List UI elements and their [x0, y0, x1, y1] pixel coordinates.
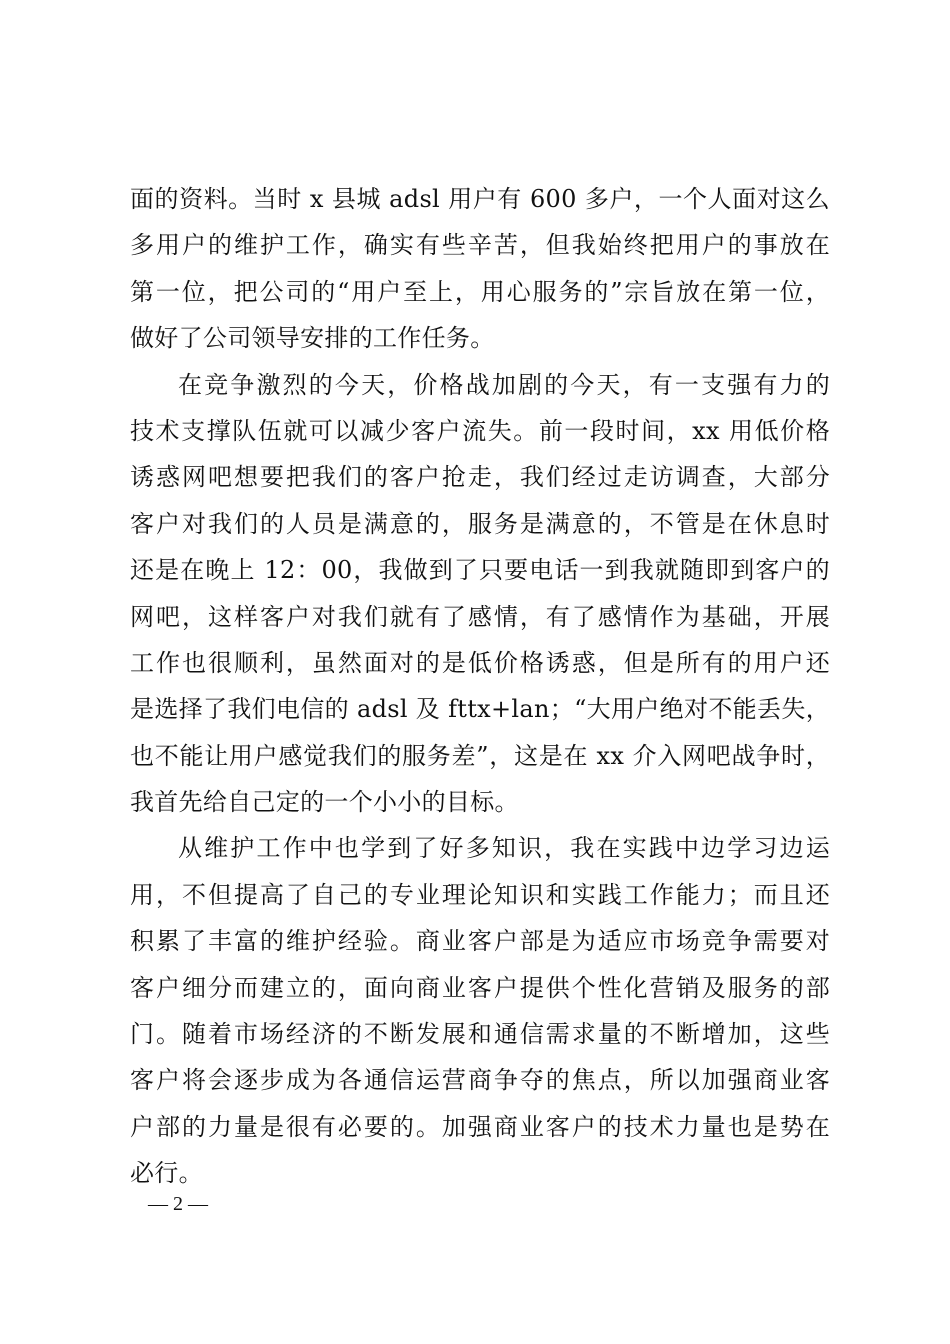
body-text: [130, 176, 830, 1197]
text-line: 客户将会逐步成为各通信运营商争夺的焦点，所以加强商业客: [130, 1066, 830, 1095]
text-line: 诱惑网吧想要把我们的客户抢走，我们经过走访调查，大部分: [130, 463, 830, 492]
text-line: 技术支撑队伍就可以减少客户流失。前一段时间，xx 用低价格: [130, 416, 830, 445]
text-line: 做好了公司领导安排的工作任务。: [130, 324, 495, 353]
text-line: 客户对我们的人员是满意的，服务是满意的，不管是在休息时: [130, 509, 830, 538]
text-line: 门。随着市场经济的不断发展和通信需求量的不断增加，这些: [130, 1020, 830, 1049]
text-line: 还是在晚上 12：00，我做到了只要电话一到我就随即到客户的: [130, 556, 830, 585]
text-line: 是选择了我们电信的 adsl 及 fttx+lan；“大用户绝对不能丢失，: [130, 695, 830, 724]
text-line: 从维护工作中也学到了好多知识，我在实践中边学习边运: [178, 834, 830, 863]
text-line: 户部的力量是很有必要的。加强商业客户的技术力量也是势在: [130, 1112, 830, 1141]
paragraph-3: [130, 825, 830, 1196]
text-line: 积累了丰富的维护经验。商业客户部是为适应市场竞争需要对: [130, 927, 830, 956]
text-line: 面的资料。当时 x 县城 adsl 用户有 600 多户，一个人面对这么: [130, 185, 830, 213]
text-line: 第一位，把公司的“用户至上，用心服务的”宗旨放在第一位，: [130, 277, 830, 306]
text-line: 工作也很顺利，虽然面对的是低价格诱惑，但是所有的用户还: [130, 648, 830, 677]
text-line: 我首先给自己定的一个小小的目标。: [130, 788, 519, 817]
text-line: 在竞争激烈的今天，价格战加剧的今天，有一支强有力的: [178, 370, 830, 399]
paragraph-1: [130, 176, 830, 362]
text-line: 也不能让用户感觉我们的服务差”，这是在 xx 介入网吧战争时，: [130, 741, 830, 770]
text-line: 用，不但提高了自己的专业理论知识和实践工作能力；而且还: [130, 880, 830, 909]
paragraph-2: [130, 362, 830, 826]
text-line: 网吧，这样客户对我们就有了感情，有了感情作为基础，开展: [130, 602, 830, 631]
text-line: 客户细分而建立的，面向商业客户提供个性化营销及服务的部: [130, 973, 830, 1002]
text-line: 必行。: [130, 1159, 203, 1188]
text-line: 多用户的维护工作，确实有些辛苦，但我始终把用户的事放在: [130, 231, 830, 260]
page-number: — 2 —: [148, 1193, 208, 1215]
